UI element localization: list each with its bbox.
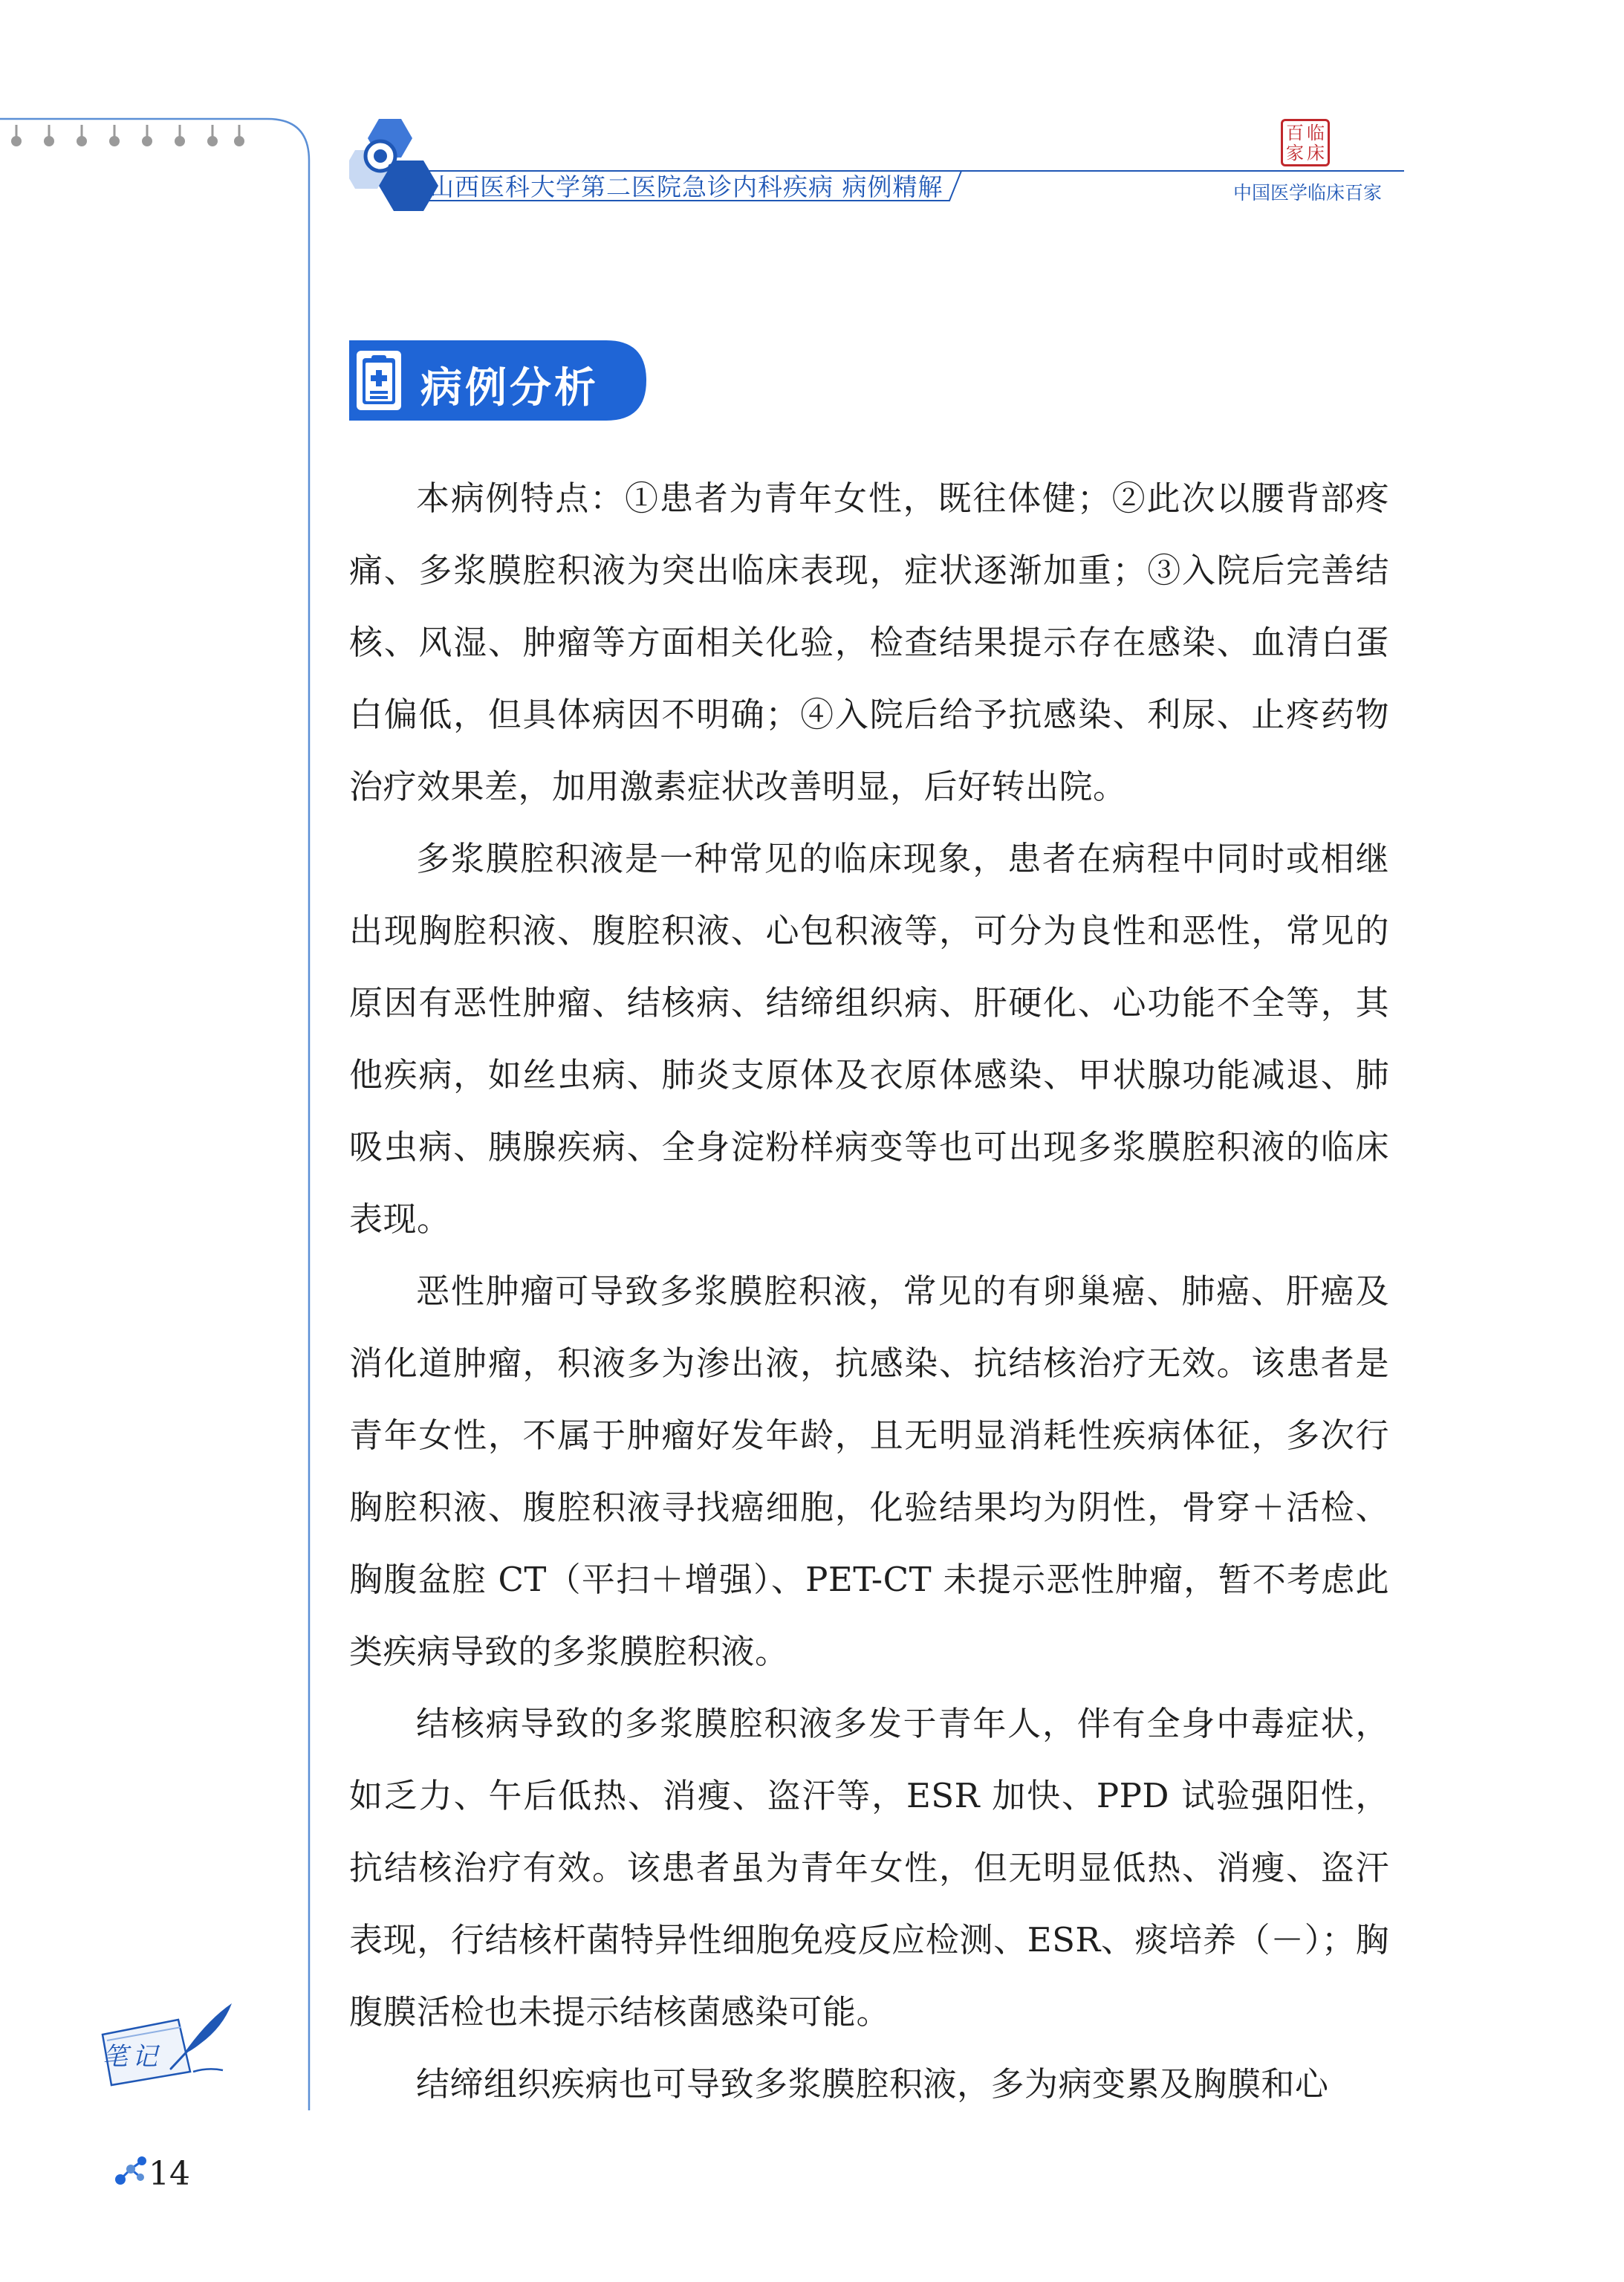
molecule-icon (111, 2151, 149, 2188)
paragraph: 结核病导致的多浆膜腔积液多发于青年人，伴有全身中毒症状，如乏力、午后低热、消瘦、盗汗等，ESR 加快、PPD 试验强阳性，抗结核治疗有效。该患者虽为青年女性，但无明显低热、消瘦、盗汗表现，行结核杆菌特异性细胞免疫反应检测、ESR、痰培养（－）；胸腹膜活检也未提示结核菌感染可能。 (349, 1704, 1389, 2032)
book-title: 山西医科大学第二医院急诊内科疾病 病例精解 (429, 172, 943, 201)
margin-rule (0, 0, 319, 2110)
clipboard-medical-icon (363, 355, 395, 404)
paragraph: 结缔组织疾病也可导致多浆膜腔积液，多为病变累及胸膜和心 (416, 2064, 1329, 2104)
body-text (349, 462, 1389, 2120)
note-label: 笔记 (103, 2042, 162, 2072)
paragraph: 本病例特点：①患者为青年女性，既往体健；②此次以腰背部疼痛、多浆膜腔积液为突出临床表现，症状逐渐加重；③入院后完善结核、风湿、肿瘤等方面相关化验，检查结果提示存在感染、血清白蛋白偏低，但具体病因不明确；④入院后给予抗感染、利尿、止疼药物治疗效果差，加用激素症状改善明显，后好转出院。 (349, 479, 1389, 806)
paragraph: 多浆膜腔积液是一种常见的临床现象，患者在病程中同时或相继出现胸腔积液、腹腔积液、心包积液等，可分为良性和恶性，常见的原因有恶性肿瘤、结核病、结缔组织病、肝硬化、心功能不全等，其他疾病，如丝虫病、肺炎支原体及衣原体感染、甲状腺功能减退、肺吸虫病、胰腺疾病、全身淀粉样病变等也可出现多浆膜腔积液的临床表现。 (349, 839, 1389, 1239)
section-title: 病例分析 (420, 364, 599, 412)
paragraph: 恶性肿瘤可导致多浆膜腔积液，常见的有卵巢癌、肺癌、肝癌及消化道肿瘤，积液多为渗出液，抗感染、抗结核治疗无效。该患者是青年女性，不属于肿瘤好发年龄，且无明显消耗性疾病体征，多次行胸腔积液、腹腔积液寻找癌细胞，化验结果均为阴性，骨穿＋活检、胸腹盆腔 CT（平扫＋增强）、PET-CT 未提示恶性肿瘤，暂不考虑此类疾病导致的多浆膜腔积液。 (349, 1271, 1389, 1671)
page-number: 14 (149, 2155, 190, 2193)
series-name: 中国医学临床百家 (1233, 182, 1383, 204)
series-seal-logo: 百 临 家 床 (1281, 119, 1330, 166)
